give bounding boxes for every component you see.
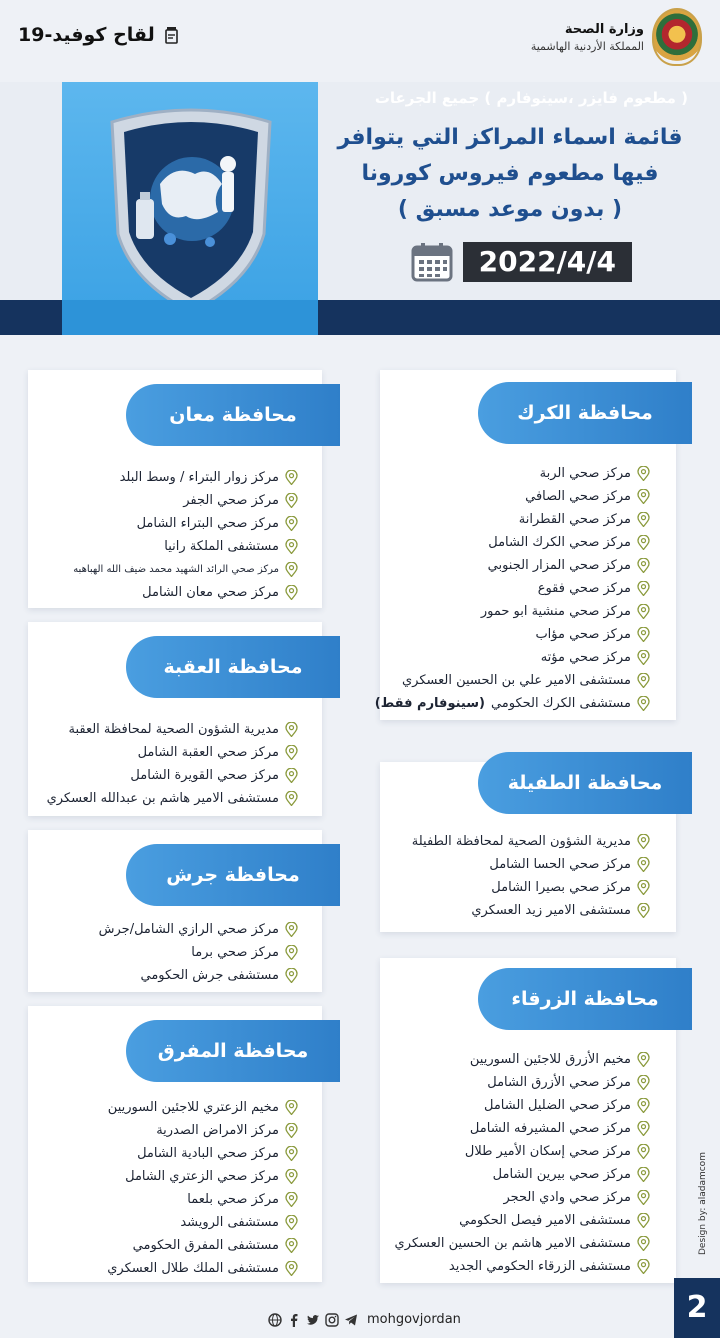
location-name: مركز صحي الصافي: [525, 489, 631, 504]
location-pin-icon: [285, 1169, 298, 1184]
location-item: [395, 1117, 650, 1140]
web-icon[interactable]: [268, 1313, 282, 1327]
location-pin-icon: [637, 880, 650, 895]
location-pin-icon: [637, 1052, 650, 1067]
location-item: [107, 1188, 298, 1211]
location-name: مركز صحي الضليل الشامل: [483, 1098, 631, 1113]
top-header: [0, 0, 720, 80]
location-name: مركز صحي البتراء الشامل: [136, 516, 279, 531]
governorate-title-jerash: محافظة جرش: [126, 844, 340, 906]
location-item: [47, 741, 298, 764]
location-item: [47, 787, 298, 810]
vaccine-vial-icon: [161, 24, 183, 46]
mafraq-list: [107, 1096, 298, 1280]
location-pin-icon: [285, 745, 298, 760]
location-name: مركز الامراض الصدرية: [156, 1123, 279, 1138]
location-item: [73, 535, 298, 558]
location-name: مركز صحي بيرين الشامل: [492, 1167, 631, 1182]
location-pin-icon: [637, 903, 650, 918]
location-name: مركز صحي البادية الشامل: [137, 1146, 279, 1161]
location-item: [375, 692, 650, 715]
location-item: [99, 964, 298, 987]
location-name: مستشفى جرش الحكومي: [140, 968, 279, 983]
hero-banner: [0, 82, 720, 335]
location-item: [375, 577, 650, 600]
location-item: [107, 1119, 298, 1142]
hero-title: [330, 120, 690, 228]
location-pin-icon: [285, 1146, 298, 1161]
location-item: [73, 466, 298, 489]
location-item: [107, 1257, 298, 1280]
location-name: مركز صحي القويرة الشامل: [130, 768, 279, 783]
location-name: مستشفى الزرقاء الحكومي الجديد: [448, 1259, 631, 1274]
hero-title-line1: قائمة اسماء المراكز التي يتوافر: [337, 125, 683, 150]
location-name: مركز صحي فقوع: [537, 581, 631, 596]
location-pin-icon: [637, 466, 650, 481]
location-name: مركز صحي الجفر: [183, 493, 279, 508]
location-pin-icon: [285, 722, 298, 737]
maan-list: [73, 466, 298, 604]
zarqa-list: [395, 1048, 650, 1278]
location-pin-icon: [637, 512, 650, 527]
location-name: مستشفى الكرك الحكومي: [490, 696, 631, 711]
location-pin-icon: [285, 1123, 298, 1138]
location-item: [375, 462, 650, 485]
location-name: مركز صحي الأزرق الشامل: [487, 1075, 631, 1090]
location-pin-icon: [285, 1215, 298, 1230]
location-name: مركز صحي الكرك الشامل: [488, 535, 631, 550]
location-pin-icon: [637, 673, 650, 688]
location-item: [412, 853, 650, 876]
ministry-block: [531, 8, 702, 66]
location-item: [73, 558, 298, 581]
location-pin-icon: [637, 857, 650, 872]
location-name: مركز زوار البتراء / وسط البلد: [119, 470, 279, 485]
date-badge: 2022/4/4: [463, 242, 632, 282]
location-pin-icon: [637, 696, 650, 711]
campaign-text: لقاح كوفيد-19: [18, 24, 155, 46]
location-pin-icon: [285, 968, 298, 983]
location-item: [395, 1094, 650, 1117]
location-name: مستشفى الملك طلال العسكري: [107, 1261, 279, 1276]
governorate-title-tafilah: محافظة الطفيلة: [478, 752, 692, 814]
location-pin-icon: [637, 1259, 650, 1274]
location-pin-icon: [285, 493, 298, 508]
location-name: مستشفى الملكة رانيا: [164, 539, 279, 554]
location-item: [395, 1071, 650, 1094]
governorate-title-mafraq: محافظة المفرق: [126, 1020, 340, 1082]
facebook-icon[interactable]: [287, 1313, 301, 1327]
ministry-name: وزارة الصحة: [564, 21, 644, 37]
location-item: [412, 876, 650, 899]
location-name: مستشفى الامير زيد العسكري: [471, 903, 631, 918]
location-pin-icon: [637, 535, 650, 550]
location-name: مستشفى الامير هاشم بن عبدالله العسكري: [46, 791, 279, 806]
location-item: [395, 1163, 650, 1186]
vaccine-shield-illustration: [100, 104, 282, 316]
location-pin-icon: [637, 627, 650, 642]
location-pin-icon: [637, 1121, 650, 1136]
location-name: مركز صحي العقبة الشامل: [137, 745, 279, 760]
location-name: مركز صحي إسكان الأمير طلال: [464, 1144, 631, 1159]
page-number: 2: [674, 1278, 720, 1338]
twitter-icon[interactable]: [306, 1313, 320, 1327]
location-pin-icon: [285, 1261, 298, 1276]
location-item: [73, 512, 298, 535]
karak-list: [375, 462, 650, 715]
date-row: [411, 242, 632, 282]
aqaba-list: [47, 718, 298, 810]
vaccine-bar-accent: [62, 300, 318, 335]
location-name: مركز صحي القطرانة: [518, 512, 631, 527]
location-item: [395, 1232, 650, 1255]
vaccine-types-text: ( مطعوم فايزر ،سينوفارم ) جميع الجرعات: [374, 89, 688, 107]
location-name: مستشفى الرويشد: [180, 1215, 279, 1230]
location-name: مركز صحي منشية ابو حمور: [480, 604, 631, 619]
location-pin-icon: [637, 650, 650, 665]
jerash-list: [99, 918, 298, 987]
design-credit: Design by: aladamcom: [698, 1152, 708, 1255]
location-item: [99, 941, 298, 964]
location-pin-icon: [285, 791, 298, 806]
location-pin-icon: [285, 1238, 298, 1253]
location-pin-icon: [637, 1236, 650, 1251]
location-name: مركز صحي بصيرا الشامل: [491, 880, 631, 895]
location-pin-icon: [637, 1213, 650, 1228]
telegram-icon[interactable]: [344, 1313, 358, 1327]
location-pin-icon: [285, 1192, 298, 1207]
location-name: مخيم الزعتري للاجئين السوريين: [107, 1100, 279, 1115]
location-pin-icon: [285, 516, 298, 531]
location-pin-icon: [637, 489, 650, 504]
location-name: مركز صحي الحسا الشامل: [489, 857, 631, 872]
sinopharm-only-note: (سينوفارم فقط): [374, 696, 485, 711]
location-name: مستشفى المفرق الحكومي: [132, 1238, 279, 1253]
location-pin-icon: [637, 1098, 650, 1113]
location-item: [107, 1165, 298, 1188]
location-pin-icon: [285, 1100, 298, 1115]
location-name: مركز صحي وادي الحجر: [503, 1190, 631, 1205]
location-name: مديرية الشؤون الصحية لمحافظة الطفيلة: [411, 834, 631, 849]
location-item: [73, 489, 298, 512]
hero-title-line3: ( بدون موعد مسبق ): [397, 197, 623, 222]
location-item: [395, 1255, 650, 1278]
location-pin-icon: [637, 558, 650, 573]
location-item: [73, 581, 298, 604]
location-name: مركز صحي المزار الجنوبي: [487, 558, 631, 573]
location-item: [395, 1140, 650, 1163]
location-pin-icon: [285, 922, 298, 937]
location-name: مخيم الأزرق للاجئين السوريين: [469, 1052, 631, 1067]
location-pin-icon: [285, 562, 298, 577]
location-item: [395, 1186, 650, 1209]
location-pin-icon: [637, 581, 650, 596]
location-item: [99, 918, 298, 941]
location-pin-icon: [637, 604, 650, 619]
location-name: مركز صحي الرازي الشامل/جرش: [98, 922, 279, 937]
location-name: مركز صحي المشيرفه الشامل: [469, 1121, 631, 1136]
location-pin-icon: [637, 834, 650, 849]
location-name: مستشفى الامير علي بن الحسين العسكري: [402, 673, 631, 688]
social-handle: mohgovjordan: [367, 1312, 461, 1327]
location-pin-icon: [285, 945, 298, 960]
location-item: [107, 1142, 298, 1165]
location-pin-icon: [637, 1190, 650, 1205]
location-name: مركز صحي مؤاب: [535, 627, 631, 642]
location-item: [375, 508, 650, 531]
location-name: مستشفى الامير هاشم بن الحسين العسكري: [394, 1236, 631, 1251]
jordan-emblem-icon: [652, 8, 702, 66]
location-name: مركز صحي برما: [191, 945, 279, 960]
location-name: مركز صحي بلعما: [187, 1192, 279, 1207]
location-name: مركز صحي الربة: [539, 466, 631, 481]
governorate-title-zarqa: محافظة الزرقاء: [478, 968, 692, 1030]
location-item: [375, 646, 650, 669]
location-item: [47, 764, 298, 787]
location-pin-icon: [637, 1144, 650, 1159]
location-item: [375, 531, 650, 554]
footer: [0, 1290, 720, 1338]
governorate-title-maan: محافظة معان: [126, 384, 340, 446]
campaign-label: [18, 24, 183, 46]
location-item: [375, 554, 650, 577]
location-item: [412, 830, 650, 853]
location-pin-icon: [285, 768, 298, 783]
location-name: مركز صحي مؤته: [540, 650, 631, 665]
location-pin-icon: [285, 585, 298, 600]
location-pin-icon: [637, 1167, 650, 1182]
location-item: [47, 718, 298, 741]
social-links: [268, 1312, 461, 1327]
kingdom-name: المملكة الأردنية الهاشمية: [530, 39, 644, 53]
calendar-icon: [411, 242, 453, 282]
location-name: مستشفى الامير فيصل الحكومي: [459, 1213, 631, 1228]
location-item: [107, 1211, 298, 1234]
location-item: [375, 669, 650, 692]
location-item: [375, 623, 650, 646]
location-item: [375, 600, 650, 623]
location-pin-icon: [285, 539, 298, 554]
location-item: [395, 1209, 650, 1232]
location-item: [395, 1048, 650, 1071]
instagram-icon[interactable]: [325, 1313, 339, 1327]
location-name: مديرية الشؤون الصحية لمحافظة العقبة: [68, 722, 279, 737]
location-name: مركز صحي الزعتري الشامل: [125, 1169, 279, 1184]
location-item: [375, 485, 650, 508]
tafilah-list: [412, 830, 650, 922]
governorate-title-aqaba: محافظة العقبة: [126, 636, 340, 698]
location-name: مركز صحي معان الشامل: [142, 585, 279, 600]
location-item: [412, 899, 650, 922]
governorate-title-karak: محافظة الكرك: [478, 382, 692, 444]
location-name: مركز صحي الرائد الشهيد محمد ضيف الله الهباهبه: [73, 564, 279, 575]
hero-title-line2: فيها مطعوم فيروس كورونا: [361, 161, 659, 186]
location-pin-icon: [637, 1075, 650, 1090]
location-item: [107, 1234, 298, 1257]
location-pin-icon: [285, 470, 298, 485]
location-item: [107, 1096, 298, 1119]
